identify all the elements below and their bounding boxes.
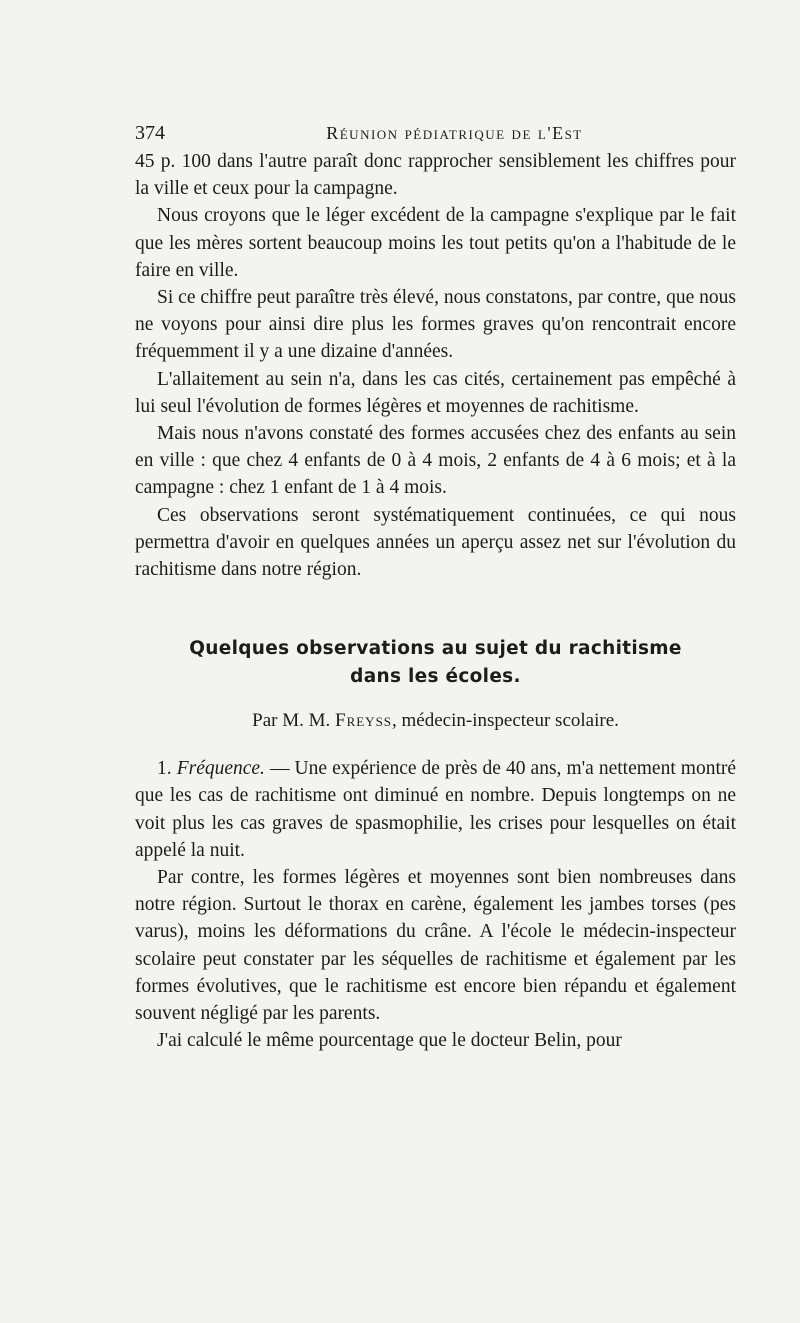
paragraph: Par contre, les formes légères et moyennes sont bien nombreuses dans notre région. Surtout le thorax en carène, également les jambes torses (pes varus), moins les déformations du crâne. A l'école le médecin-inspecteur scolaire peut constater par les séquelles de rachitisme et également par les formes évolutives, que le rachitisme est encore bien répandu et également souvent négligé par les parents. (135, 867, 736, 1025)
paragraph: Mais nous n'avons constaté des formes accusées chez des enfants au sein en ville : que chez 4 enfants de 0 à 4 mois, 2 enfants de 4 à 6 mois; et à la campagne : chez 1 enfant de 1 à 4 mois. (135, 423, 736, 499)
paragraph: Ces observations seront systématiquement continuées, ce qui nous permettra d'avoir en quelques années un aperçu assez net sur l'évolution du rachitisme dans notre région. (135, 504, 736, 581)
byline-suffix: , médecin-inspecteur scolaire. (392, 710, 619, 732)
page-number: 374 (135, 122, 165, 144)
paragraph (135, 755, 736, 864)
section-title (135, 635, 736, 691)
document-page (135, 118, 736, 1054)
section-number: 1. (157, 758, 172, 780)
running-title: Réunion pédiatrique de l'Est (326, 123, 583, 143)
byline (135, 707, 736, 735)
paragraph: Si ce chiffre peut paraître très élevé, nous constatons, par contre, que nous ne voyons pour ainsi dire plus les formes graves qu'on rencontrait encore fréquemment il y a une dizaine d'années. (135, 287, 736, 363)
section-title-line: Quelques observations au sujet du rachitisme (189, 638, 682, 660)
body-text-before (135, 148, 736, 583)
paragraph: 45 p. 100 dans l'autre paraît donc rapprocher sensiblement les chiffres pour la ville et ceux pour la campagne. (135, 151, 736, 200)
byline-prefix: Par M. M. (252, 710, 335, 732)
paragraph: Nous croyons que le léger excédent de la campagne s'explique par le fait que les mères sortent beaucoup moins les tout petits qu'on a l'habitude de le faire en ville. (135, 205, 736, 281)
paragraph: L'allaitement au sein n'a, dans les cas cités, certainement pas empêché à lui seul l'évolution de formes légères et moyennes de rachitisme. (135, 368, 736, 417)
paragraph: J'ai calculé le même pourcentage que le docteur Belin, pour (157, 1030, 622, 1052)
running-header (135, 118, 736, 148)
body-text-after (135, 755, 736, 1054)
paragraph-text: — Une expérience de près de 40 ans, m'a nettement montré que les cas de rachitisme ont diminué en nombre. Depuis longtemps on ne voit plus les cas graves de spasmophilie, les crises pour lesquelles on était appelé la nuit. (135, 758, 737, 861)
inline-heading: Fréquence. (176, 758, 265, 780)
section-title-line: dans les écoles. (350, 666, 521, 688)
byline-author: Freyss (335, 710, 393, 732)
